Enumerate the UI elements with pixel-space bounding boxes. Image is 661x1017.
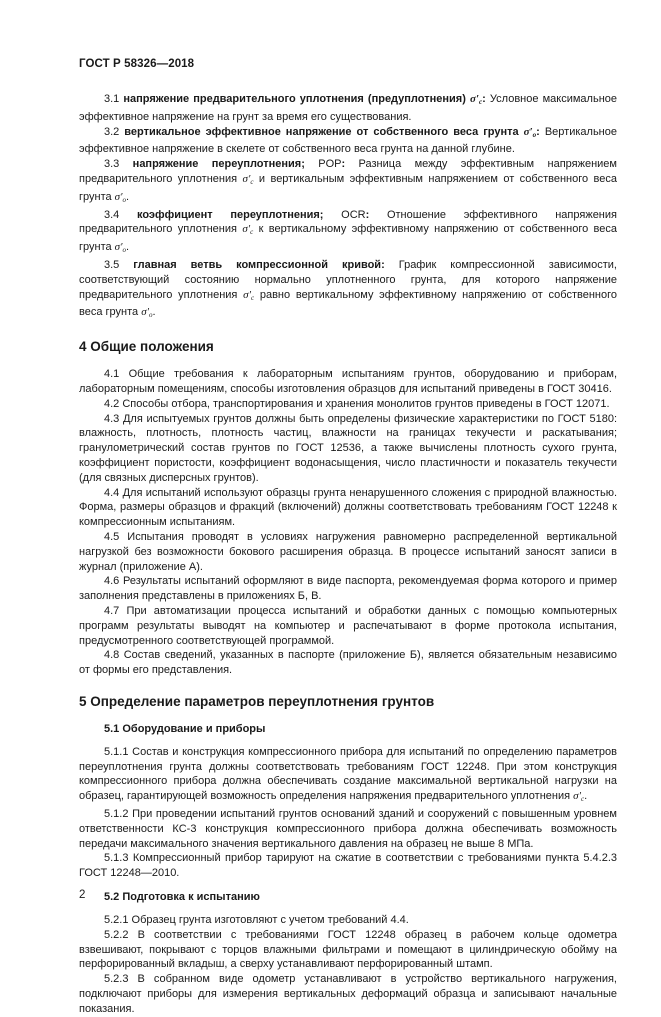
paragraph-4-4: 4.4 Для испытаний используют образцы грунта ненарушенного сложения с природной влажностью. Форма, размеры образцов и фракций (включений) должны соответствовать требованиям ГОСТ 12248 к компрессионным испытаниям. [79, 486, 617, 529]
document-header: ГОСТ Р 58326—2018 [79, 58, 195, 70]
paragraph-4-5: 4.5 Испытания проводят в условиях нагружения равномерно распределенной вертикальной нагрузкой без возможности бокового расширения образца. В процессе испытаний заносят записи в журнал (приложение А). [79, 530, 617, 573]
paragraph-5-2-1: 5.2.1 Образец грунта изготовляют с учетом требований 4.4. [104, 914, 409, 927]
term-3-4: коэффициент переуплотнения; [136, 208, 324, 221]
document-body [79, 92, 617, 1017]
paragraph-5-2-3: 5.2.3 В собранном виде одометр устанавливают в устройство вертикального нагружения, подключают приборы для измерения вертикальных деформаций образца и записывают начальные показания. [79, 973, 617, 1015]
definition-3-1: 3.1 напряжение предварительного уплотнения (предуплотнения) $\sigma'_c$: Условное максимальное эффективное напряжение на грунт за время его существования. [79, 93, 618, 123]
sigma-c-symbol: $\sigma'_c$ [470, 93, 483, 106]
section-5-heading: 5 Определение параметров переуплотнения грунтов [79, 693, 435, 709]
sigma-o-symbol: $\sigma'_o$ [114, 241, 127, 255]
paragraph-4-1: 4.1 Общие требования к лабораторным испытаниям грунтов, оборудованию и приборам, лабораторным помещениям, способы изготовления образцов для испытаний приведены в ГОСТ 30416. [79, 368, 617, 395]
sigma-o-symbol: $\sigma'_o$ [141, 306, 153, 320]
sigma-o-symbol: $\sigma'_o$ [523, 125, 537, 139]
paragraph-5-1-2: 5.1.2 При проведении испытаний грунтов оснований зданий и сооружений с повышенным уровнем ответственности КС-3 конструкция компрессионного прибора должна обеспечивать возможность передачи максимального значения вертикального давления на образец не выше 8 МПа. [79, 808, 617, 850]
paragraph-4-6: 4.6 Результаты испытаний оформляют в виде паспорта, рекомендуемая форма которого и пример заполнения представлены в приложениях Б, В. [79, 575, 617, 603]
definition-3-2: 3.2 вертикальное эффективное напряжение от собственного веса грунта $\sigma'_o$: Вертикальное эффективное напряжение в скелете от собственного веса грунта на данной глубине. [79, 125, 617, 156]
paragraph-5-1-3: 5.1.3 Компрессионный прибор тарируют на сжатие в соответствии с требованиями пункта 5.4.2.3 ГОСТ 12248—2010. [79, 852, 617, 880]
sigma-c-symbol: $\sigma'_c$ [573, 790, 585, 804]
sigma-o-symbol: $\sigma'_o$ [114, 190, 127, 204]
sigma-c-symbol: $\sigma'_c$ [243, 288, 255, 302]
paragraph-4-2: 4.2 Способы отбора, транспортирования и хранения монолитов грунтов приведены в ГОСТ 12071. [104, 397, 610, 410]
subsection-5-1-heading: 5.1 Оборудование и приборы [104, 722, 266, 735]
sigma-c-symbol: $\sigma'_c$ [242, 172, 254, 186]
paragraph-4-3: 4.3 Для испытуемых грунтов должны быть определены физические характеристики по ГОСТ 5180: влажность, плотность, плотность частиц, влажности на границах текучести и раскатывания; гранулометрический состав грунтов по ГОСТ 12536, а также вычислены плотность сухого грунта, коэффициент пористости, коэффициент водонасыщения, число пластичности и показатель текучести (для связных дисперсных грунтов). [79, 412, 617, 484]
paragraph-4-7: 4.7 При автоматизации процесса испытаний и обработки данных с помощью компьютерных программ результаты выводят на компьютер и распечатывают в форме протокола испытания, предусмотренного соответствующей программой. [79, 604, 617, 647]
section-4-heading: 4 Общие положения [79, 339, 214, 355]
term-3-1: напряжение предварительного уплотнения (предуплотнения) [123, 93, 466, 105]
term-3-5: главная ветвь компрессионной кривой [133, 258, 382, 271]
definition-3-4: 3.4 коэффициент переуплотнения; OCR: Отношение эффективного напряжения предварительного уплотнения $\sigma'_c$ к вертикальному эффективному напряжению от собственного веса грунта $\sigma'_o$. [79, 208, 617, 255]
definition-3-3: 3.3 напряжение переуплотнения; POP: Разница между эффективным напряжением предварительного уплотнения $\sigma'_c$ и вертикальным эффективным напряжением от собственного веса грунта $\sigma'_o$. [79, 158, 617, 204]
paragraph-5-2-2: 5.2.2 В соответствии с требованиями ГОСТ 12248 образец в рабочем кольце одометра взвешивают, покрывают с торцов влажными фильтрами и помещают в цилиндрическую обойму на перфорированный вкладыш, а сверху устанавливают перфорированный штамп. [79, 928, 617, 971]
paragraph-4-8: 4.8 Состав сведений, указанных в паспорте (приложение Б), является обязательным независимо от формы его представления. [79, 649, 617, 677]
sigma-c-symbol: $\sigma'_c$ [242, 223, 254, 237]
term-3-2: вертикальное эффективное напряжение от собственного веса грунта [124, 125, 519, 138]
page-number: 2 [79, 889, 86, 901]
subsection-5-2-heading: 5.2 Подготовка к испытанию [104, 891, 260, 904]
definition-3-5: 3.5 главная ветвь компрессионной кривой: График компрессионной зависимости, соответствующий состоянию нормально уплотненного грунта, для которого напряжение предварительного уплотнения $\sigma'_c$ равно вертикальному эффективному напряжению от собственного веса грунта $\sigma'_o$. [79, 258, 617, 320]
paragraph-5-1-1: 5.1.1 Состав и конструкция компрессионного прибора для испытаний по определению параметров переуплотнения грунта должны соответствовать требованиям ГОСТ 12248. При этом конструкция компрессионного прибора должна обеспечивать создание максимальной вертикальной нагрузки на образец, гарантирующей возможность определения напряжения предварительного уплотнения $\sigma'_c$. [79, 745, 617, 804]
term-3-3: напряжение переуплотнения; [132, 158, 305, 171]
